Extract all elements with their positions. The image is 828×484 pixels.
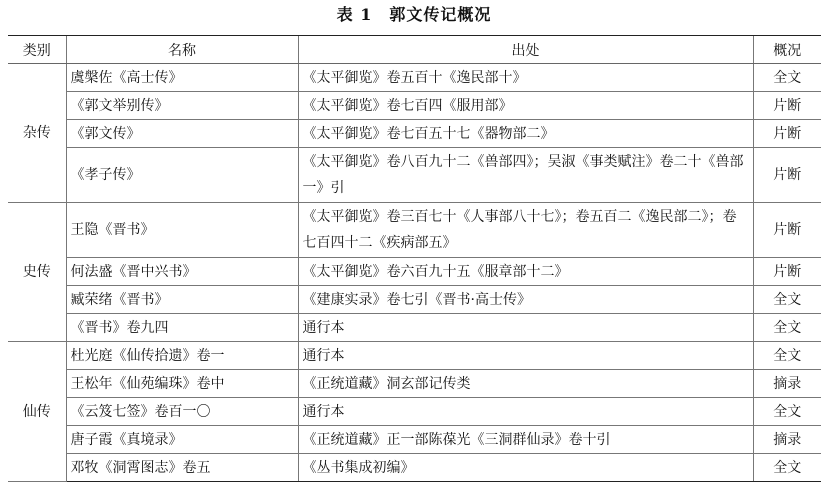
status-cell: 片断 — [753, 258, 821, 286]
category-cell: 仙传 — [8, 342, 66, 482]
source-cell: 《太平御览》卷七百四《服用部》 — [298, 92, 753, 120]
status-cell: 全文 — [753, 454, 821, 482]
table-row — [8, 342, 821, 370]
status-cell: 片断 — [753, 120, 821, 148]
status-cell: 片断 — [753, 92, 821, 120]
name-cell: 王松年《仙苑编珠》卷中 — [66, 370, 298, 398]
name-cell: 《晋书》卷九四 — [66, 314, 298, 342]
source-cell: 《太平御览》卷五百十《逸民部十》 — [298, 64, 753, 92]
name-cell: 臧荣绪《晋书》 — [66, 286, 298, 314]
source-cell: 《太平御览》卷八百九十二《兽部四》；吴淑《事类赋注》卷二十《兽部一》引 — [298, 148, 753, 203]
table-row — [8, 370, 821, 398]
status-cell: 片断 — [753, 203, 821, 258]
table-row — [8, 314, 821, 342]
table-row — [8, 426, 821, 454]
status-cell: 摘录 — [753, 426, 821, 454]
category-cell: 史传 — [8, 203, 66, 342]
source-cell: 《太平御览》卷七百五十七《器物部二》 — [298, 120, 753, 148]
source-cell: 通行本 — [298, 314, 753, 342]
table-row — [8, 120, 821, 148]
category-cell: 杂传 — [8, 64, 66, 203]
status-cell: 全文 — [753, 342, 821, 370]
header-source: 出处 — [298, 36, 753, 64]
table-row — [8, 258, 821, 286]
table-row — [8, 148, 821, 203]
source-cell: 《太平御览》卷三百七十《人事部八十七》；卷五百二《逸民部二》；卷七百四十二《疾病部五》 — [298, 203, 753, 258]
status-cell: 片断 — [753, 148, 821, 203]
source-cell: 《丛书集成初编》 — [298, 454, 753, 482]
biography-table — [8, 35, 821, 482]
source-cell: 《建康实录》卷七引《晋书·高士传》 — [298, 286, 753, 314]
table-row — [8, 92, 821, 120]
table-row — [8, 454, 821, 482]
status-cell: 全文 — [753, 286, 821, 314]
name-cell: 《孝子传》 — [66, 148, 298, 203]
status-cell: 摘录 — [753, 370, 821, 398]
table-row — [8, 286, 821, 314]
header-name: 名称 — [66, 36, 298, 64]
name-cell: 《云笈七签》卷百一〇 — [66, 398, 298, 426]
name-cell: 王隐《晋书》 — [66, 203, 298, 258]
header-category: 类别 — [8, 36, 66, 64]
table-row — [8, 398, 821, 426]
table-row — [8, 64, 821, 92]
status-cell: 全文 — [753, 64, 821, 92]
source-cell: 《太平御览》卷六百九十五《服章部十二》 — [298, 258, 753, 286]
source-cell: 《正统道藏》正一部陈葆光《三洞群仙录》卷十引 — [298, 426, 753, 454]
name-cell: 虞槃佐《高士传》 — [66, 64, 298, 92]
table-caption: 表 1 郭文传记概况 — [336, 5, 492, 24]
name-cell: 《郭文传》 — [66, 120, 298, 148]
source-cell: 通行本 — [298, 398, 753, 426]
name-cell: 邓牧《洞霄图志》卷五 — [66, 454, 298, 482]
name-cell: 何法盛《晋中兴书》 — [66, 258, 298, 286]
name-cell: 杜光庭《仙传拾遗》卷一 — [66, 342, 298, 370]
header-status: 概况 — [753, 36, 821, 64]
name-cell: 《郭文举别传》 — [66, 92, 298, 120]
source-cell: 《正统道藏》洞玄部记传类 — [298, 370, 753, 398]
header-row — [8, 36, 821, 64]
name-cell: 唐子霞《真境录》 — [66, 426, 298, 454]
status-cell: 全文 — [753, 398, 821, 426]
source-cell: 通行本 — [298, 342, 753, 370]
table-row — [8, 203, 821, 258]
status-cell: 全文 — [753, 314, 821, 342]
